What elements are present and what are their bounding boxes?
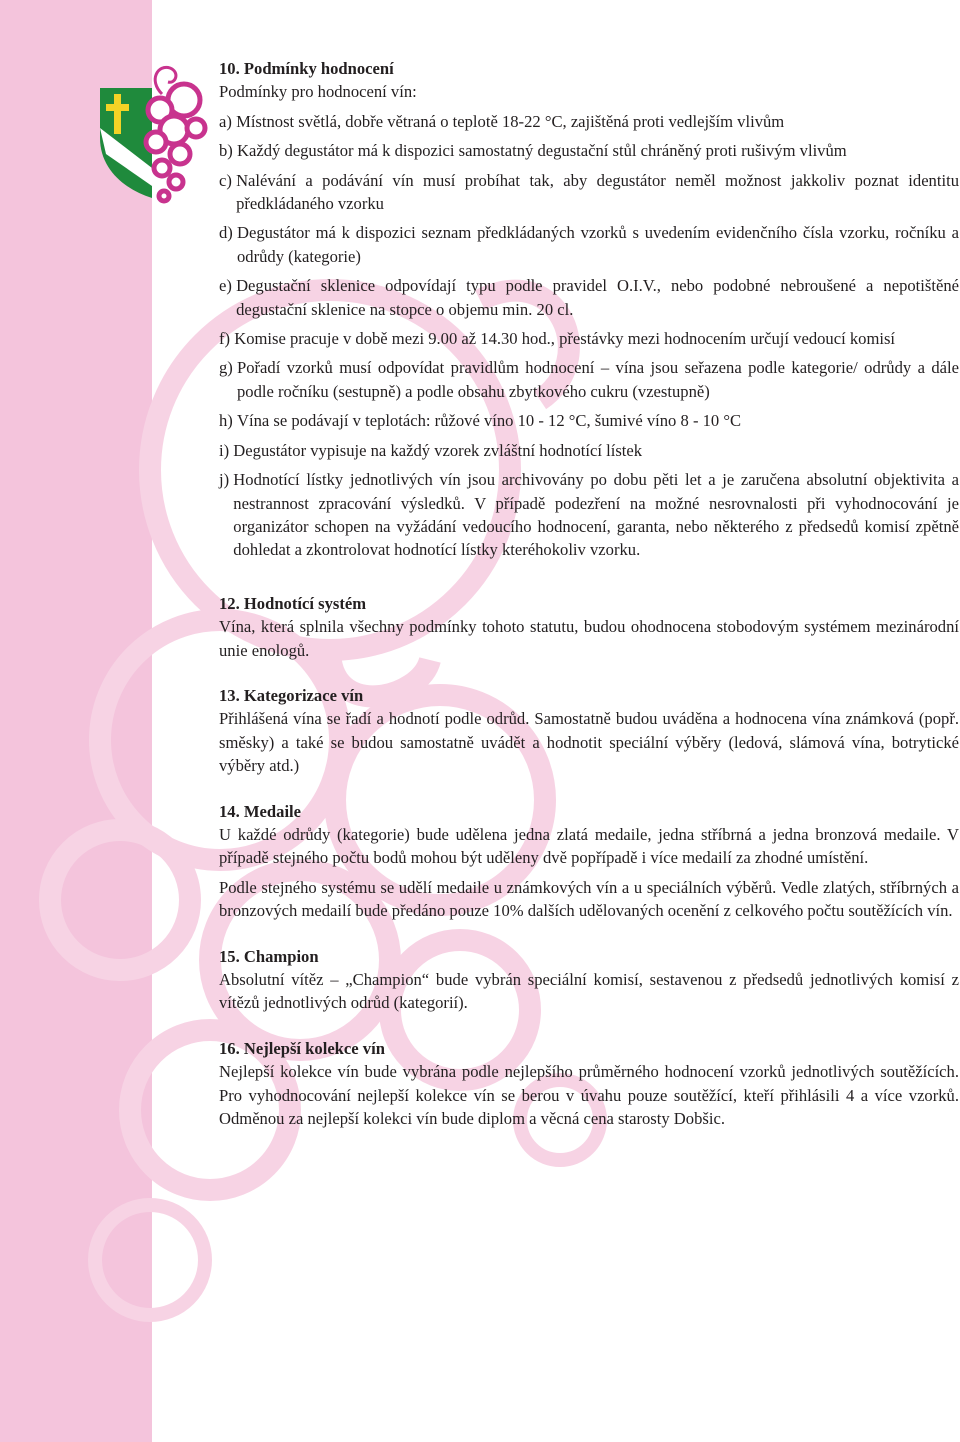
- section-heading: 16. Nejlepší kolekce vín: [219, 1038, 385, 1058]
- section-paragraph: Absolutní vítěz – „Champion“ bude vybrán speciální komisí, sestavenou z předsedů jednotlivých komisí z vítězů jednotlivých odrůd (kategorií).: [219, 970, 959, 1013]
- list-item: [219, 468, 959, 562]
- list-item-letter: d): [219, 223, 233, 243]
- list-item-text: Degustační sklenice odpovídají typu podle pravidel O.I.V., nebo podobné nebroušené a nepotištěné degustační sklenice na stopce o objemu min. 20 cl.: [236, 276, 959, 319]
- list-item-text: Každý degustátor má k dispozici samostatný degustační stůl chráněný proti rušivým vlivům: [236, 141, 847, 161]
- section-paragraph: Přihlášená vína se řadí a hodnotí podle odrůd. Samostatně budou uváděna a hodnocena vína známková (popř. směsky) a také se budou samostatně uvádět a hodnotit speciální výběry (ledová, slámová vína, botrytické výběry atd.): [219, 709, 959, 776]
- section-heading: 10. Podmínky hodnocení: [219, 59, 394, 78]
- list-item: [219, 327, 959, 350]
- section-heading: 15. Champion: [219, 946, 319, 966]
- list-item-letter: i): [219, 440, 230, 460]
- section-heading: 13. Kategorizace vín: [219, 685, 364, 705]
- list-item-letter: h): [219, 411, 233, 431]
- list-item: [219, 221, 959, 268]
- section-paragraph: Nejlepší kolekce vín bude vybrána podle nejlepšího průměrného hodnocení vzorků jednotlivých soutěžících. Pro vyhodnocování nejlepší kolekce vín se berou v úvahu pouze soutěžící, kteří přihlásili 4 a více vzorků. Odměnou za nejlepší kolekci vín bude diplom a věcná cena starosty Dobšic.: [219, 1062, 959, 1129]
- section-paragraph: Vína, která splnila všechny podmínky tohoto statutu, budou ohodnocena stobodovým systémem mezinárodní unie enologů.: [219, 617, 959, 660]
- section-rating-system: [219, 592, 959, 662]
- grape-circles: [146, 84, 205, 201]
- section-heading: 12. Hodnotící systém: [219, 593, 367, 613]
- list-item: [219, 110, 959, 133]
- list-item-text: Nalévání a podávání vín musí probíhat tak, aby degustátor neměl možnost jakkoliv poznat identitu předkládaného vzorku: [236, 170, 959, 214]
- grape-cluster-crest-icon: [96, 58, 208, 208]
- list-item-text: Komise pracuje v době mezi 9.00 až 14.30 hod., přestávky mezi hodnocením určují vedoucí komisí: [234, 329, 896, 349]
- document-content: [219, 57, 959, 1152]
- list-item: [219, 169, 959, 216]
- section-categorization: [219, 684, 959, 778]
- list-item-text: Degustátor má k dispozici seznam předkládaných vzorků s uvedením evidenčního čísla vzorku, ročníku a odrůdy (kategorie): [236, 223, 959, 266]
- list-item-letter: g): [219, 358, 233, 378]
- list-item: [219, 356, 959, 403]
- list-item-letter: j): [219, 470, 230, 490]
- list-item: [219, 274, 959, 321]
- section-champion: [219, 945, 959, 1015]
- list-item-text: Hodnotící lístky jednotlivých vín jsou archivovány po dobu pěti let a je zaručena absolutní objektivita a nestrannost zpracování výsledků. V případě podezření na možné nesrovnalosti při vyhodnocování je organizátor schopen na vyžádání vedoucího hodnocení, garanta, nebo některého z předsedů komisí zpětně dohledat a zkontrolovat hodnotící lístky kteréhokoliv vzorku.: [233, 470, 959, 560]
- pink-side-band: [0, 0, 152, 1442]
- list-item: [219, 139, 959, 162]
- list-item-text: Vína se podávají v teplotách: růžové víno 10 - 12 °C, šumivé víno 8 - 10 °C: [236, 411, 742, 431]
- list-item-letter: e): [219, 276, 232, 296]
- section-heading: 14. Medaile: [219, 801, 302, 821]
- list-item-text: Degustátor vypisuje na každý vzorek zvláštní hodnotící lístek: [233, 440, 643, 460]
- list-item-letter: b): [219, 141, 233, 161]
- list-item-letter: f): [219, 329, 231, 349]
- list-item-letter: c): [219, 170, 232, 190]
- section-best-collection: [219, 1037, 959, 1131]
- list-item: [219, 439, 959, 462]
- section-intro: Podmínky pro hodnocení vín:: [219, 82, 417, 102]
- section-paragraph: U každé odrůdy (kategorie) bude udělena jedna zlatá medaile, jedna stříbrná a jedna bronzová medaile. V případě stejného počtu bodů mohou být uděleny dvě popřípadě i více medailí za zhodné umístění.: [219, 824, 959, 868]
- section-conditions: [219, 57, 959, 562]
- list-item-text: Pořadí vzorků musí odpovídat pravidlům hodnocení – vína jsou seřazena podle kategorie/ odrůdy a dále podle ročníku (sestupně) a podle obsahu zbytkového cukru (vzestupně): [236, 358, 959, 401]
- cross-icon: [114, 94, 121, 134]
- list-item-letter: a): [219, 111, 232, 131]
- list-item-text: Místnost světlá, dobře větraná o teplotě 18-22 °C, zajištěná proti vedlejším vlivům: [236, 111, 785, 131]
- section-medals: [219, 800, 959, 923]
- list-item: [219, 409, 959, 432]
- section-paragraph: Podle stejného systému se udělí medaile u známkových vín a u speciálních výběrů. Vedle zlatých, stříbrných a bronzových medailí bude předáno pouze 10% dalších udělovaných ocenění z celkového počtu soutěžících vín.: [219, 877, 959, 921]
